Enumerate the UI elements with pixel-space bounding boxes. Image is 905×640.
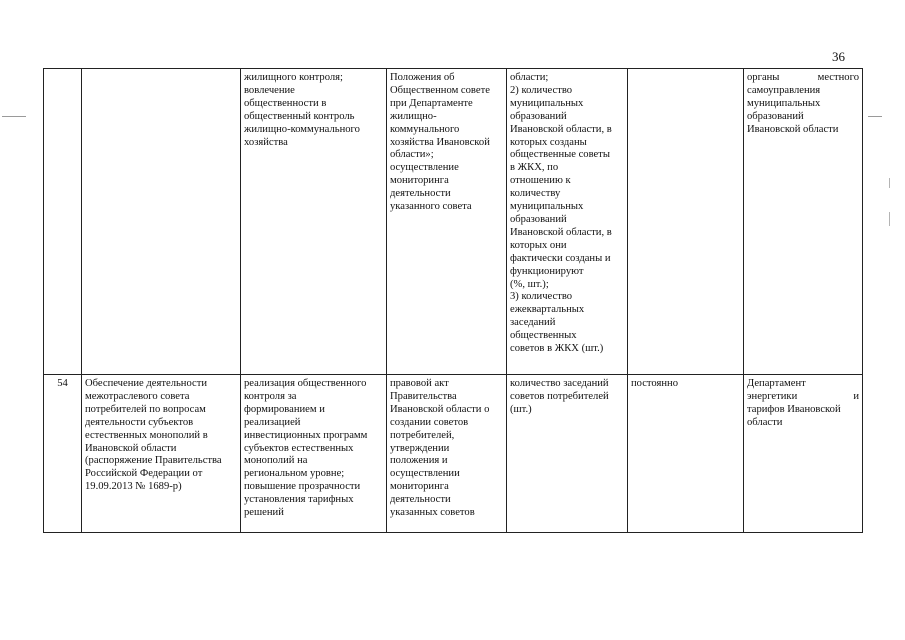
- cell-text-line: образований: [747, 110, 804, 122]
- cell-text-line: общественный контроль: [244, 110, 355, 122]
- cell-text-line: 19.09.2013 № 1689-р): [85, 481, 182, 493]
- cell-text-line: формированием и: [244, 403, 325, 415]
- cell-text-line: (распоряжение Правительства: [85, 455, 222, 467]
- cell-text-line: 2) количество: [510, 84, 573, 96]
- goal-cell: [241, 69, 387, 375]
- cell-text-line: решений: [244, 507, 284, 519]
- cell-text-line: Российской Федерации от: [85, 468, 203, 480]
- cell-text-line: реализацией: [244, 416, 301, 428]
- scan-artifact: [889, 178, 890, 188]
- page-number: 36: [832, 49, 845, 64]
- cell-text-line: Департамент: [747, 378, 806, 389]
- indicator-cell: [507, 375, 628, 533]
- cell-text-line: региональном уровне;: [244, 468, 345, 480]
- document-table: [43, 68, 863, 533]
- cell-text-line: которых созданы: [510, 136, 587, 148]
- table-row: [44, 375, 863, 533]
- indicator-cell: [507, 69, 628, 375]
- cell-text-line: общественности в: [244, 97, 327, 109]
- cell-text-line: субъектов естественных: [244, 442, 354, 454]
- cell-text-line: осуществление: [390, 162, 459, 174]
- cell-text-line: (шт.): [510, 403, 532, 415]
- cell-text-line: образований: [510, 110, 567, 122]
- responsible-cell: [744, 375, 863, 533]
- cell-text-line: отношению к: [510, 175, 571, 187]
- cell-text-line: межотраслевого совета: [85, 390, 190, 402]
- cell-text-line: положения и: [390, 455, 448, 467]
- cell-text-line: установления тарифных: [244, 494, 354, 506]
- cell-text-line: жилищного контроля;: [244, 72, 343, 83]
- cell-text-line: повышение прозрачности: [244, 481, 361, 493]
- cell-text-line: органы местного: [747, 72, 859, 83]
- scan-artifact: [889, 212, 890, 226]
- cell-text-line: коммунального: [390, 123, 460, 135]
- cell-text-line: фактически созданы и: [510, 252, 611, 264]
- cell-text-line: Ивановской области: [85, 442, 177, 454]
- cell-text-line: потребителей по вопросам: [85, 403, 206, 415]
- scan-artifact: [2, 116, 26, 117]
- cell-text-line: Ивановской области о: [390, 403, 490, 415]
- row-number: [44, 69, 82, 375]
- cell-text-line: мониторинга: [390, 175, 449, 187]
- cell-text-line: советов в ЖКХ (шт.): [510, 343, 604, 355]
- cell-text-line: области»;: [390, 149, 434, 161]
- cell-text-line: инвестиционных программ: [244, 429, 368, 441]
- cell-text-line: создании советов: [390, 416, 469, 428]
- result-cell: [387, 375, 507, 533]
- cell-text-line: Положения об: [390, 72, 455, 83]
- cell-text-line: естественных монополий в: [85, 429, 208, 441]
- responsible-cell: [744, 69, 863, 375]
- cell-text-line: при Департаменте: [390, 97, 473, 109]
- goal-cell: [241, 375, 387, 533]
- deadline-cell: [628, 69, 744, 375]
- cell-text-line: Ивановской области: [747, 123, 839, 135]
- cell-text-line: жилищно-коммунального: [244, 123, 360, 135]
- cell-text-line: функционируют: [510, 265, 584, 277]
- cell-text-line: общественные советы: [510, 149, 610, 161]
- row-number: 54: [44, 375, 82, 533]
- cell-text-line: деятельности: [390, 188, 451, 200]
- cell-text-line: указанных советов: [390, 507, 475, 519]
- cell-text-line: потребителей,: [390, 429, 455, 441]
- cell-text-line: деятельности субъектов: [85, 416, 194, 428]
- cell-text-line: муниципальных: [510, 201, 584, 213]
- measure-cell: [82, 375, 241, 533]
- deadline-cell: [628, 375, 744, 533]
- cell-text-line: образований: [510, 213, 567, 225]
- cell-text-line: муниципальных: [747, 97, 821, 109]
- cell-text-line: заседаний: [510, 317, 556, 329]
- cell-text-line: муниципальных: [510, 97, 584, 109]
- cell-text-line: области;: [510, 72, 549, 83]
- cell-text-line: хозяйства Ивановской: [390, 136, 490, 148]
- cell-text-line: реализация общественного: [244, 378, 367, 389]
- cell-text-line: области: [747, 416, 783, 428]
- cell-text-line: советов потребителей: [510, 390, 609, 402]
- cell-text-line: Обеспечение деятельности: [85, 378, 208, 389]
- cell-text-line: Правительства: [390, 390, 457, 402]
- cell-text-line: мониторинга: [390, 481, 449, 493]
- cell-text-line: деятельности: [390, 494, 451, 506]
- measure-cell: [82, 69, 241, 375]
- cell-text-line: осуществлении: [390, 468, 460, 480]
- cell-text-line: общественных: [510, 330, 577, 342]
- cell-text-line: жилищно-: [390, 110, 437, 122]
- cell-text-line: тарифов Ивановской: [747, 403, 841, 415]
- scan-artifact: [868, 116, 882, 117]
- cell-text-line: Ивановской области, в: [510, 123, 612, 135]
- cell-text-line: хозяйства: [244, 136, 288, 148]
- cell-text-line: правовой акт: [390, 378, 449, 389]
- cell-text-line: количеству: [510, 188, 561, 200]
- cell-text-line: утверждении: [390, 442, 450, 454]
- cell-text-line: монополий на: [244, 455, 308, 467]
- cell-text-line: 3) количество: [510, 291, 573, 303]
- cell-text-line: постоянно: [631, 378, 679, 389]
- cell-text-line: самоуправления: [747, 84, 821, 96]
- table-row: [44, 69, 863, 375]
- cell-text-line: вовлечение: [244, 84, 295, 96]
- cell-text-line: Ивановской области, в: [510, 226, 612, 238]
- cell-text-line: контроля за: [244, 390, 297, 402]
- cell-text-line: энергетики и: [747, 390, 859, 402]
- cell-text-line: указанного совета: [390, 201, 472, 213]
- cell-text-line: (%, шт.);: [510, 278, 549, 290]
- cell-text-line: Общественном совете: [390, 84, 490, 96]
- cell-text-line: которых они: [510, 239, 567, 251]
- result-cell: [387, 69, 507, 375]
- cell-text-line: в ЖКХ, по: [510, 162, 559, 174]
- cell-text-line: количество заседаний: [510, 378, 609, 389]
- cell-text-line: ежеквартальных: [510, 304, 585, 316]
